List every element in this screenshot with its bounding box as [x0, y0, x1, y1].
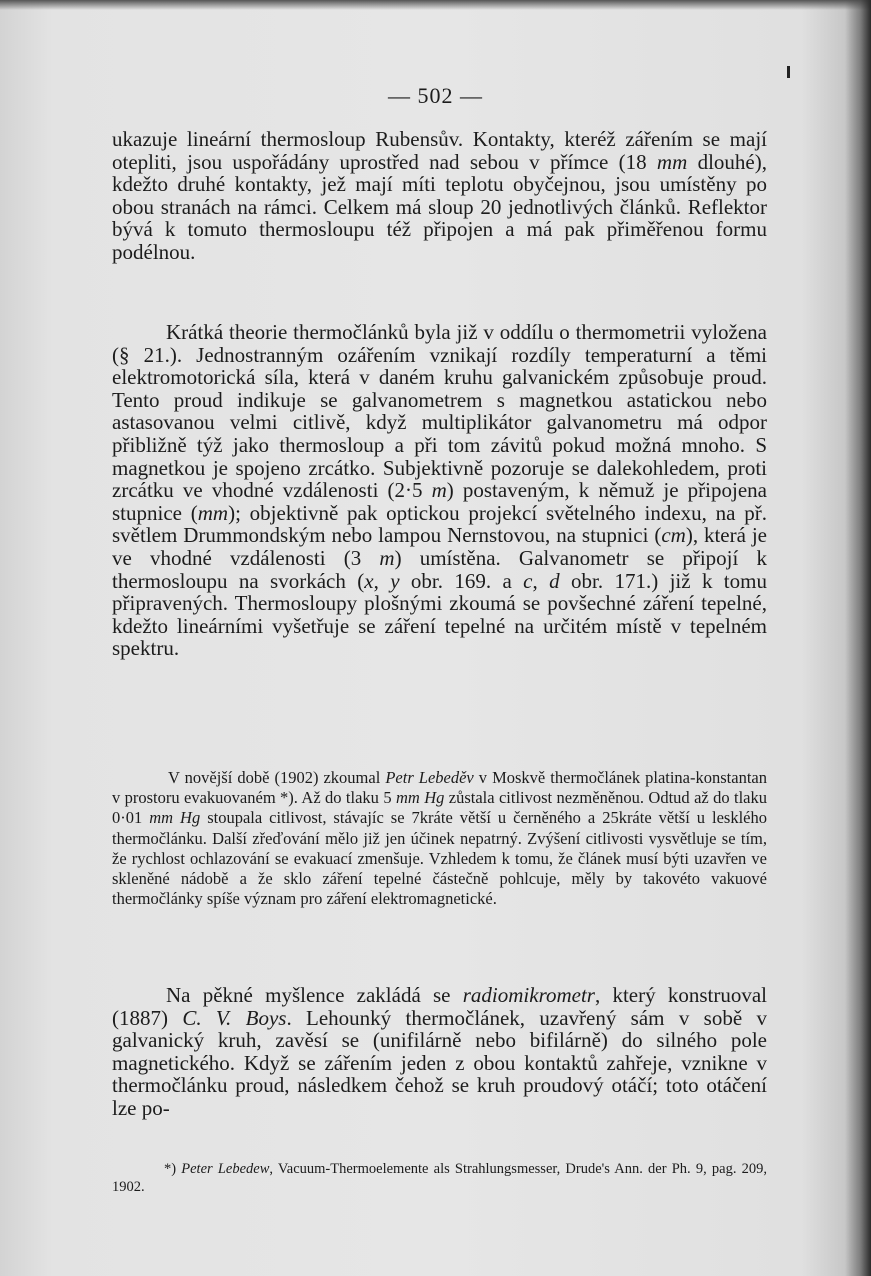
paragraph-radiomikrometr: Na pěkné myšlence zakládá se radiomikrometr, který konstruoval (1887) C. V. Boys. Lehounký thermočlánek, uzavřený sám v sobě v galvanický kruh, zavěsí se (unifilárně nebo bifilárně) do silného pole magnetického. Když se zářením jeden z obou kontaktů zahřeje, vznikne v thermočlánku proud, následkem čehož se kruh proudový otáčí; toto otáčení lze po- [112, 983, 768, 1120]
footnote: *) Peter Lebedew, Vacuum-Thermoelemente als Strahlungsmesser, Drude's Ann. der Ph. 9, pag. 209, 1902. [112, 1161, 767, 1195]
italic-term: d [549, 568, 560, 593]
italic-term: Peter Lebedew [181, 1161, 270, 1177]
paragraph-lebedev-vacuum: V novější době (1902) zkoumal Petr Lebeděv v Moskvě thermočlánek platina-konstantan v prostoru evakuovaném *). Až do tlaku 5 mm Hg zůstala citlivost nezměněnou. Odtud až do tlaku 0·01 mm Hg stoupala citlivost, stávajíc se 7kráte větší u černěného a 25kráte větší u lesklého thermočlánku. Další zřeďování mělo již jen účinek nepatrný. Zvýšení citlivosti vysvětluje se tím, že rychlost ochlazování se evakuací zmenšuje. Vzhledem k tomu, že článek musí býti uzavřen ve skleněné nádobě a že sklo záření tepelné částečně pohlcuje, měly by takovéto vakuové thermočlánky spíše význam pro záření elektromagnetické. [112, 768, 768, 909]
paragraph-theory-thermocouples: Krátká theorie thermočlánků byla již v oddílu o thermometrii vyložena (§ 21.). Jednostranným ozářením vznikají rozdíly temperaturní a těmi elektromotorická síla, která v daném kruhu galvanickém způsobuje proud. Tento proud indikuje se galvanometrem s magnetkou astatickou nebo astasovanou velmi citlivě, když multiplikátor galvanometru má odpor přibližně týž jako thermosloup a při tom závitů pokud možná mnoho. S magnetkou je spojeno zrcátko. Subjektivně pozoruje se dalekohledem, proti zrcátku ve vhodné vzdálenosti (2·5 m) postaveným, k němuž je připojena stupnice (mm); objektivně pak optickou projekcí světelného indexu, na př. světlem Drummondským nebo lampou Nernstovou, na stupnici (cm), která je ve vhodné vzdálenosti (3 m) umístěna. Galvanometr se připojí k thermosloupu na svorkách (x, y obr. 169. a c, d obr. 171.) již k tomu připravených. Thermosloupy plošnými zkoumá se povšechné záření tepelné, kdežto lineárními vyšetřuje se záření tepelné na určitém místě v tepelném spektru. [112, 320, 767, 661]
italic-term: c [523, 568, 533, 593]
page-binding-shadow [845, 0, 871, 1276]
italic-term: radiomikrometr [462, 983, 595, 1007]
italic-term: mm Hg [395, 788, 445, 808]
italic-term: y [390, 568, 400, 593]
paragraph-thermosloup-rubens: ukazuje lineární thermosloup Rubensův. Kontakty, kteréž zářením se mají otepliti, jsou uspořádány uprostřed nad sebou v přímce (18 mm dlouhé), kdežto druhé kontakty, jež mají míti teplotu obyčejnou, jsou umístěny po obou stranách na rámci. Celkem má sloup 20 jednotlivých článků. Reflektor bývá k tomuto thermosloupu též připojen a má pak přiměřenou formu podélnou. [112, 127, 767, 264]
italic-term: cm [661, 523, 686, 548]
page-number: — 502 — [388, 83, 483, 108]
italic-term: mm Hg [149, 808, 201, 828]
page-top-shadow [0, 0, 871, 10]
italic-term: x [364, 568, 374, 593]
italic-term: mm [656, 149, 688, 174]
ink-speck [787, 66, 790, 78]
italic-term: m [431, 478, 447, 503]
italic-term: C. V. Boys [182, 1005, 287, 1030]
italic-term: m [379, 545, 395, 570]
italic-term: Petr Lebeděv [385, 768, 474, 787]
italic-term: mm [197, 500, 229, 525]
